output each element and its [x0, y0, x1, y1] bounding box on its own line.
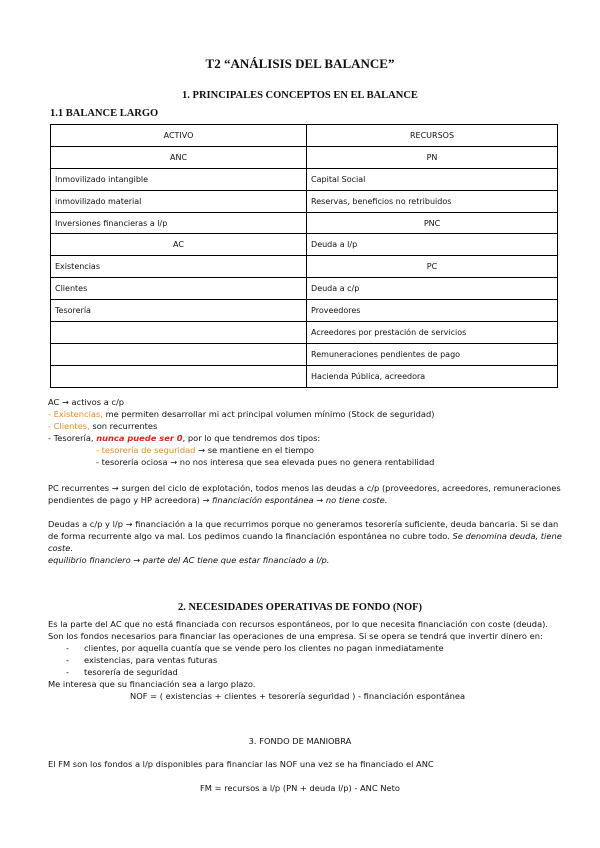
table-row	[51, 322, 558, 344]
table-cell: AC	[51, 234, 307, 256]
table-cell: Deuda a c/p	[307, 278, 558, 300]
tesoreria-warning: nunca puede ser 0	[96, 433, 183, 443]
pc-line-2	[48, 494, 568, 506]
table-row	[51, 278, 558, 300]
table-row	[51, 300, 558, 322]
table-cell: PN	[307, 146, 558, 168]
section-heading-3: 3. FONDO DE MANIOBRA	[248, 736, 352, 746]
table-cell: Acreedores por prestación de servicios	[307, 322, 558, 344]
table-row	[51, 146, 558, 168]
table-cell: PC	[307, 256, 558, 278]
list-item: clientes, por aquella cuantía que se vende pero los clientes no pagan inmediatamente	[84, 643, 444, 653]
table-row	[51, 125, 558, 147]
table-row	[51, 212, 558, 234]
list-item: tesorería de seguridad	[84, 667, 178, 677]
deudas-line-2-text: de forma recurrente algo va mal. Los pedimos cuando la financiación espontánea no cubre todo.	[48, 531, 453, 541]
deudas-line-2	[48, 530, 568, 542]
table-cell: Inmovilizado intangible	[51, 168, 307, 190]
table-cell	[51, 365, 307, 387]
note-tesoreria-seguridad	[48, 444, 568, 456]
table-cell: PNC	[307, 212, 558, 234]
table-cell: Hacienda Pública, acreedora	[307, 365, 558, 387]
nof-bullet-list	[0, 642, 600, 678]
nof-paragraph-3: Me interesa que su financiación sea a largo plazo.	[48, 679, 256, 689]
deudas-line-1: Deudas a c/p y l/p → financiación a la que recurrimos porque no generamos tesorería suficiente, deuda bancaria. Si se dan	[48, 519, 559, 529]
table-cell: inmovilizado material	[51, 190, 307, 212]
table-cell: RECURSOS	[307, 125, 558, 147]
existencias-text: me permiten desarrollar mi act principal volumen mínimo (Stock de seguridad)	[102, 409, 435, 419]
section2-body	[48, 618, 572, 642]
clientes-text: son recurrentes	[89, 421, 158, 431]
section-heading-1: 1. PRINCIPALES CONCEPTOS EN EL BALANCE	[182, 90, 418, 101]
table-cell	[51, 343, 307, 365]
table-cell: Proveedores	[307, 300, 558, 322]
list-item: existencias, para ventas futuras	[84, 655, 218, 665]
table-cell: Remuneraciones pendientes de pago	[307, 343, 558, 365]
seguridad-label: - tesorería de seguridad	[96, 445, 196, 455]
table-cell: ACTIVO	[51, 125, 307, 147]
table-row	[51, 168, 558, 190]
bullet-mark: -	[66, 643, 69, 653]
table-cell: Tesorería	[51, 300, 307, 322]
pc-line-1: PC recurrentes → surgen del ciclo de explotación, todos menos las deudas a c/p (proveedores, acreedores, remuneraciones	[48, 483, 561, 493]
table-cell: Capital Social	[307, 168, 558, 190]
tesoreria-prefix: - Tesorería,	[48, 433, 97, 443]
fm-paragraph: El FM son los fondos a l/p disponibles para financiar las NOF una vez se ha financiado el ANC	[48, 759, 434, 769]
clientes-label: Clientes,	[53, 421, 90, 431]
bullet-mark: -	[66, 655, 69, 665]
table-row	[51, 365, 558, 387]
table-cell	[51, 322, 307, 344]
note-deudas	[48, 518, 568, 566]
existencias-label: Existencias,	[53, 409, 103, 419]
table-cell: Inversiones financieras a l/p	[51, 212, 307, 234]
table-cell: Clientes	[51, 278, 307, 300]
note-ac: AC → activos a c/p	[48, 397, 125, 407]
notes-block	[48, 396, 568, 468]
deudas-line-2-italic: Se denomina deuda, tiene	[452, 531, 562, 541]
note-existencias	[48, 408, 568, 420]
equilibrio-line: equilibrio financiero → parte del AC tiene que estar financiado a l/p.	[48, 555, 330, 565]
tesoreria-text: , por lo que tendremos dos tipos:	[182, 433, 321, 443]
dash: -	[48, 421, 54, 431]
table-cell: Existencias	[51, 256, 307, 278]
table-row	[51, 190, 558, 212]
nof-formula: NOF = ( existencias + clientes + tesorería seguridad ) - financiación espontánea	[130, 691, 466, 701]
pc-line-2-text: pendientes de pago y HP acreedora)	[48, 495, 203, 505]
nof-paragraph-2: Son los fondos necesarios para financiar las operaciones de una empresa. Si se opera se tendrá que invertir dinero en:	[48, 631, 543, 641]
note-tesoreria	[48, 432, 568, 444]
note-tesoreria-ociosa: - tesorería ociosa → no nos interesa que sea elevada pues no genera rentabilidad	[96, 457, 435, 467]
bullet-mark: -	[66, 667, 69, 677]
pc-line-2-italic: → financiación espontánea → no tiene coste.	[202, 495, 388, 505]
subsection-heading: 1.1 BALANCE LARGO	[50, 108, 159, 119]
page-title: T2 “ANÁLISIS DEL BALANCE”	[205, 56, 395, 71]
note-pc	[48, 482, 568, 506]
seguridad-text: → se mantiene en el tiempo	[195, 445, 314, 455]
fm-formula: FM = recursos a l/p (PN + deuda l/p) - ANC Neto	[200, 783, 400, 793]
section-heading-2: 2. NECESIDADES OPERATIVAS DE FONDO (NOF)	[177, 602, 423, 613]
table-row	[51, 234, 558, 256]
deudas-line-3: coste.	[48, 543, 73, 553]
table-row	[51, 343, 558, 365]
table-cell: Deuda a l/p	[307, 234, 558, 256]
note-clientes	[48, 420, 568, 432]
dash: -	[48, 409, 54, 419]
nof-paragraph-1: Es la parte del AC que no está financiada con recursos espontáneos, por lo que necesita financiación con coste (deuda).	[48, 619, 549, 629]
table-cell: Reservas, beneficios no retribuidos	[307, 190, 558, 212]
balance-table	[50, 124, 558, 388]
table-row	[51, 256, 558, 278]
table-cell: ANC	[51, 146, 307, 168]
